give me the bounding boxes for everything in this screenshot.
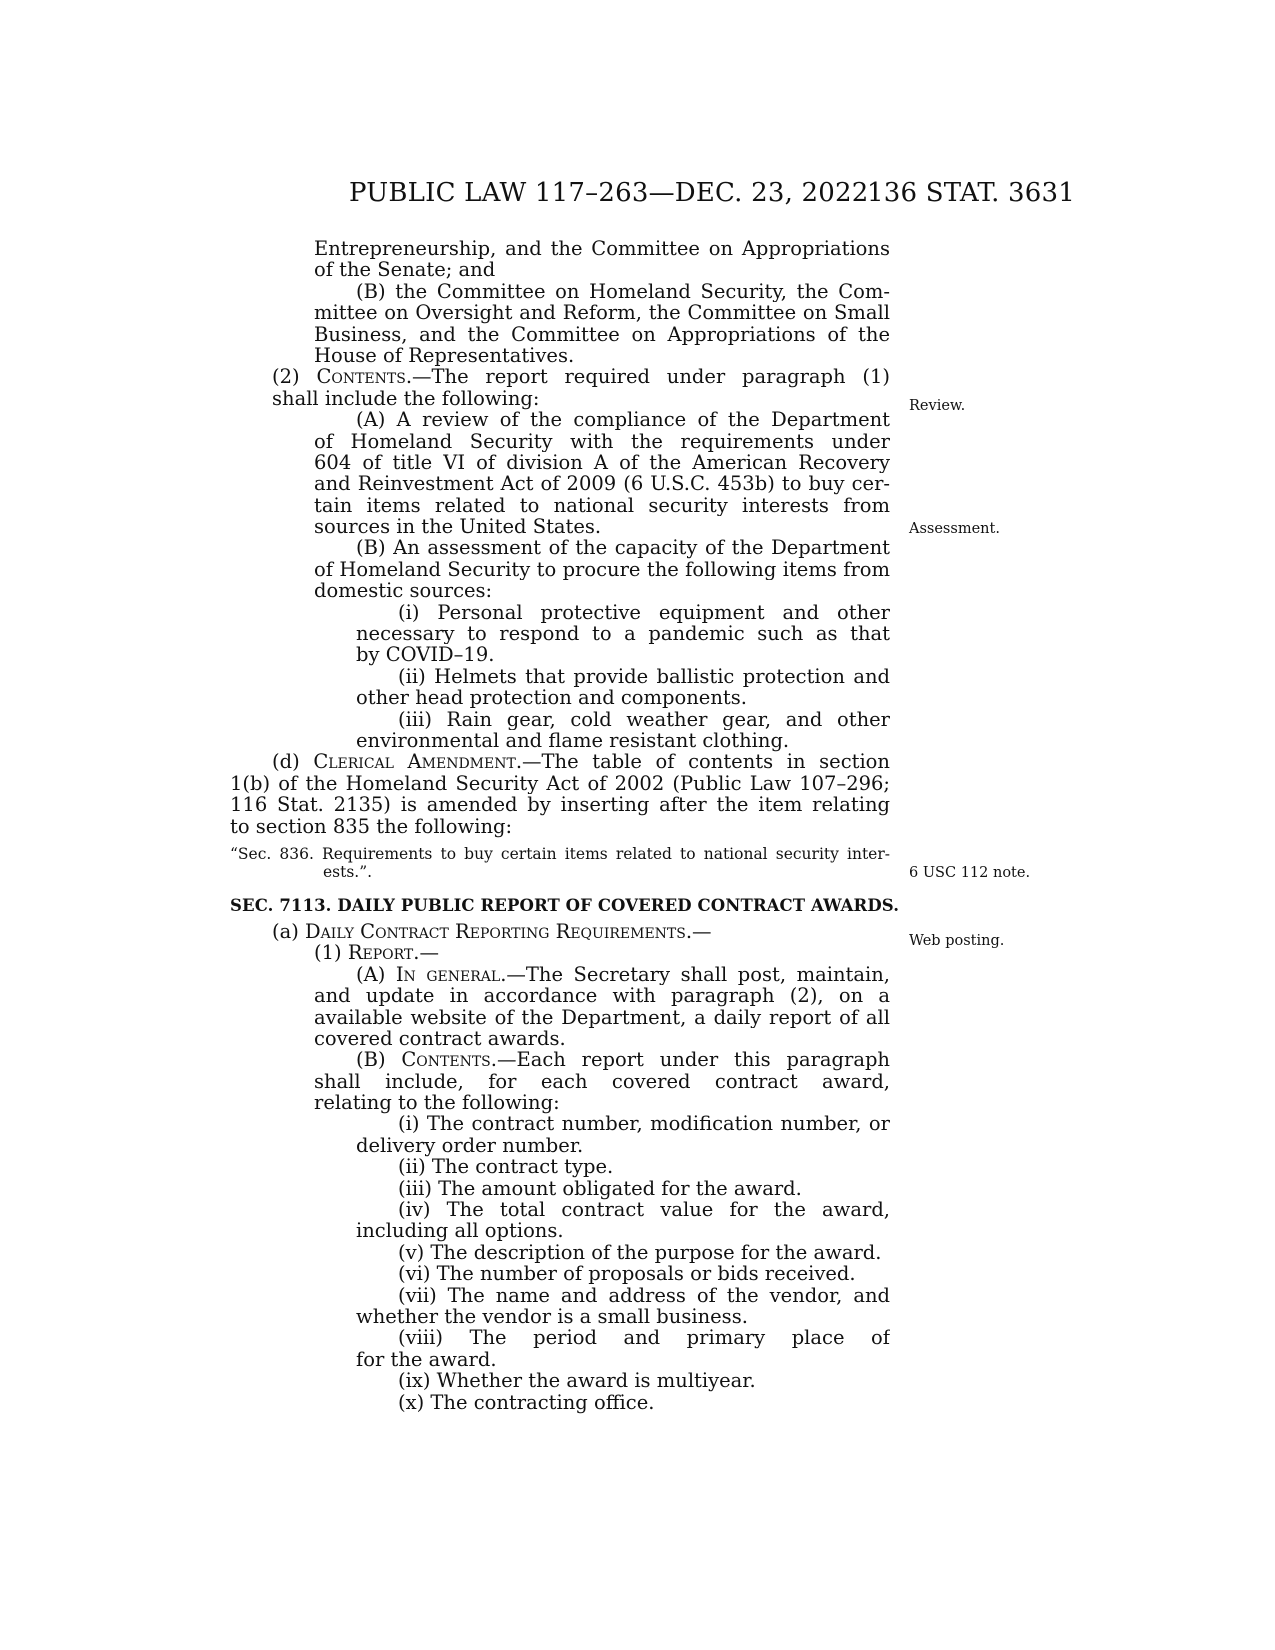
subclause-text: (viii) The period and primary place of bbox=[398, 1327, 890, 1349]
subclause-line: (v) The description of the purpose for the award. bbox=[398, 1240, 882, 1264]
text-line: by COVID–19. bbox=[356, 643, 495, 667]
text-line: environmental and flame resistant clothing. bbox=[356, 728, 790, 752]
text-line: shall include the following: bbox=[272, 386, 540, 410]
text-line: including all options. bbox=[356, 1219, 564, 1243]
text-line: whether the vendor is a small business. bbox=[356, 1304, 748, 1328]
text-line: 604 of title VI of division A of the American Recovery bbox=[314, 451, 890, 474]
text-line: tain items related to national security interests from bbox=[314, 494, 890, 517]
subclause-line bbox=[356, 602, 890, 623]
text-line: sources in the United States. bbox=[314, 515, 602, 539]
running-head-title: PUBLIC LAW 117–263—DEC. 23, 2022 bbox=[349, 178, 869, 208]
subclause-line: (x) The contracting office. bbox=[398, 1390, 655, 1414]
subclause-line bbox=[356, 1285, 890, 1306]
subclause-line bbox=[356, 1327, 890, 1348]
text-line: relating to the following: bbox=[314, 1091, 560, 1115]
text-line: and Reinvestment Act of 2009 (6 U.S.C. 453b) to buy cer- bbox=[314, 473, 890, 495]
subclause-line bbox=[356, 666, 890, 687]
text-line: and update in accordance with paragraph (2), on a bbox=[314, 985, 890, 1007]
subclause-line: (ii) The contract type. bbox=[398, 1155, 614, 1179]
clause-b-assessment-line bbox=[314, 537, 890, 558]
text-line: of Homeland Security with the requirements under bbox=[314, 430, 890, 452]
para-text: .—The report required under paragraph (1) bbox=[405, 366, 890, 388]
clause-b-contents-line bbox=[314, 1049, 890, 1070]
clause-text: (B) An assessment of the capacity of the Department bbox=[356, 537, 890, 559]
subclause-line: (vi) The number of proposals or bids received. bbox=[398, 1262, 856, 1286]
text-line: necessary to respond to a pandemic such as that bbox=[356, 623, 890, 645]
clause-b-committees: (B) the Committee on Homeland Security, the Com- bbox=[356, 280, 890, 303]
section-heading: SEC. 7113. DAILY PUBLIC REPORT OF COVERED CONTRACT AWARDS. bbox=[230, 895, 900, 915]
clause-text: (A) A review of the compliance of the Department bbox=[356, 409, 890, 431]
clause-num: (A) bbox=[356, 963, 396, 986]
text-line: covered contract awards. bbox=[314, 1026, 566, 1050]
toc-entry-continuation: ests.”. bbox=[323, 862, 373, 881]
subclause-text: (iii) Rain gear, cold weather gear, and other bbox=[398, 708, 890, 730]
subsection-heading: Daily Contract Reporting Requirements bbox=[305, 919, 686, 943]
text-line: Business, and the Committee on Appropriations of the bbox=[314, 323, 890, 345]
text-line: of the Senate; and bbox=[314, 258, 496, 282]
dash: .— bbox=[413, 941, 439, 965]
text-line: of Homeland Security to procure the following items from bbox=[314, 558, 890, 581]
margin-note-web-posting: Web posting. bbox=[909, 933, 1005, 949]
subsection-a-heading bbox=[272, 921, 890, 942]
margin-note-review: Review. bbox=[909, 398, 966, 414]
text-line: delivery order number. bbox=[356, 1133, 584, 1157]
paragraph-1-heading bbox=[314, 942, 890, 963]
dash: .— bbox=[685, 919, 712, 943]
text-line: to section 835 the following: bbox=[230, 814, 513, 838]
para-num: (2) bbox=[272, 366, 317, 388]
text-line: House of Representatives. bbox=[314, 343, 575, 367]
clause-text: .—The Secretary shall post, maintain, bbox=[500, 963, 890, 986]
subclause-text: (iv) The total contract value for the award, bbox=[398, 1199, 890, 1221]
toc-entry-line: “Sec. 836. Requirements to buy certain items related to national security inter- bbox=[230, 844, 890, 863]
subclause-text: (i) The contract number, modification number, or bbox=[398, 1113, 890, 1135]
subclause-line: (ix) Whether the award is multiyear. bbox=[398, 1369, 756, 1393]
clause-text: .—Each report under this paragraph bbox=[490, 1049, 890, 1071]
running-head-stat-page: 136 STAT. 3631 bbox=[867, 178, 1075, 208]
subsection-num: (a) bbox=[272, 919, 306, 943]
clause-num: (B) bbox=[356, 1049, 402, 1071]
paragraph-2-heading-line bbox=[272, 366, 890, 387]
text-line: 116 Stat. 2135) is amended by inserting after the item relating bbox=[230, 794, 890, 816]
para-heading: Contents bbox=[316, 366, 406, 388]
clause-heading: Contents bbox=[401, 1049, 491, 1071]
text-line bbox=[314, 281, 890, 302]
text-line: mittee on Oversight and Reform, the Committee on Small bbox=[314, 302, 890, 324]
text-line: 1(b) of the Homeland Security Act of 2002 (Public Law 107–296; bbox=[230, 772, 890, 795]
text-line: shall include, for each covered contract award, bbox=[314, 1070, 890, 1093]
margin-note-usc: 6 USC 112 note. bbox=[909, 865, 1031, 881]
statute-body bbox=[230, 238, 900, 1414]
para-num: (1) bbox=[314, 941, 348, 965]
text-line: for the award. bbox=[356, 1347, 497, 1371]
subclause-line: (iii) The amount obligated for the award. bbox=[398, 1176, 802, 1200]
text-line: other head protection and components. bbox=[356, 686, 747, 710]
subclause-line bbox=[356, 1199, 890, 1220]
subclause-text: (ii) Helmets that provide ballistic protection and bbox=[398, 665, 890, 688]
text-line: domestic sources: bbox=[314, 579, 493, 603]
subclause-text: (i) Personal protective equipment and other bbox=[398, 601, 890, 624]
subsection-num: (d) bbox=[272, 751, 314, 773]
subsection-d-line bbox=[230, 751, 890, 772]
para-heading: Report bbox=[347, 941, 414, 965]
subsection-heading: Clerical Amendment bbox=[313, 751, 516, 773]
clause-a-general-line bbox=[314, 964, 890, 985]
subclause-line bbox=[356, 1113, 890, 1134]
margin-note-assessment: Assessment. bbox=[909, 521, 1000, 537]
subclause-text: (vii) The name and address of the vendor, and bbox=[398, 1284, 890, 1306]
text-line: Entrepreneurship, and the Committee on Appropriations bbox=[314, 238, 890, 260]
clause-heading: In general bbox=[395, 963, 501, 986]
subclause-line bbox=[356, 709, 890, 730]
clause-a-review-line bbox=[314, 409, 890, 430]
subsection-text: .—The table of contents in section bbox=[515, 751, 890, 773]
text-line: available website of the Department, a daily report of all bbox=[314, 1006, 890, 1028]
